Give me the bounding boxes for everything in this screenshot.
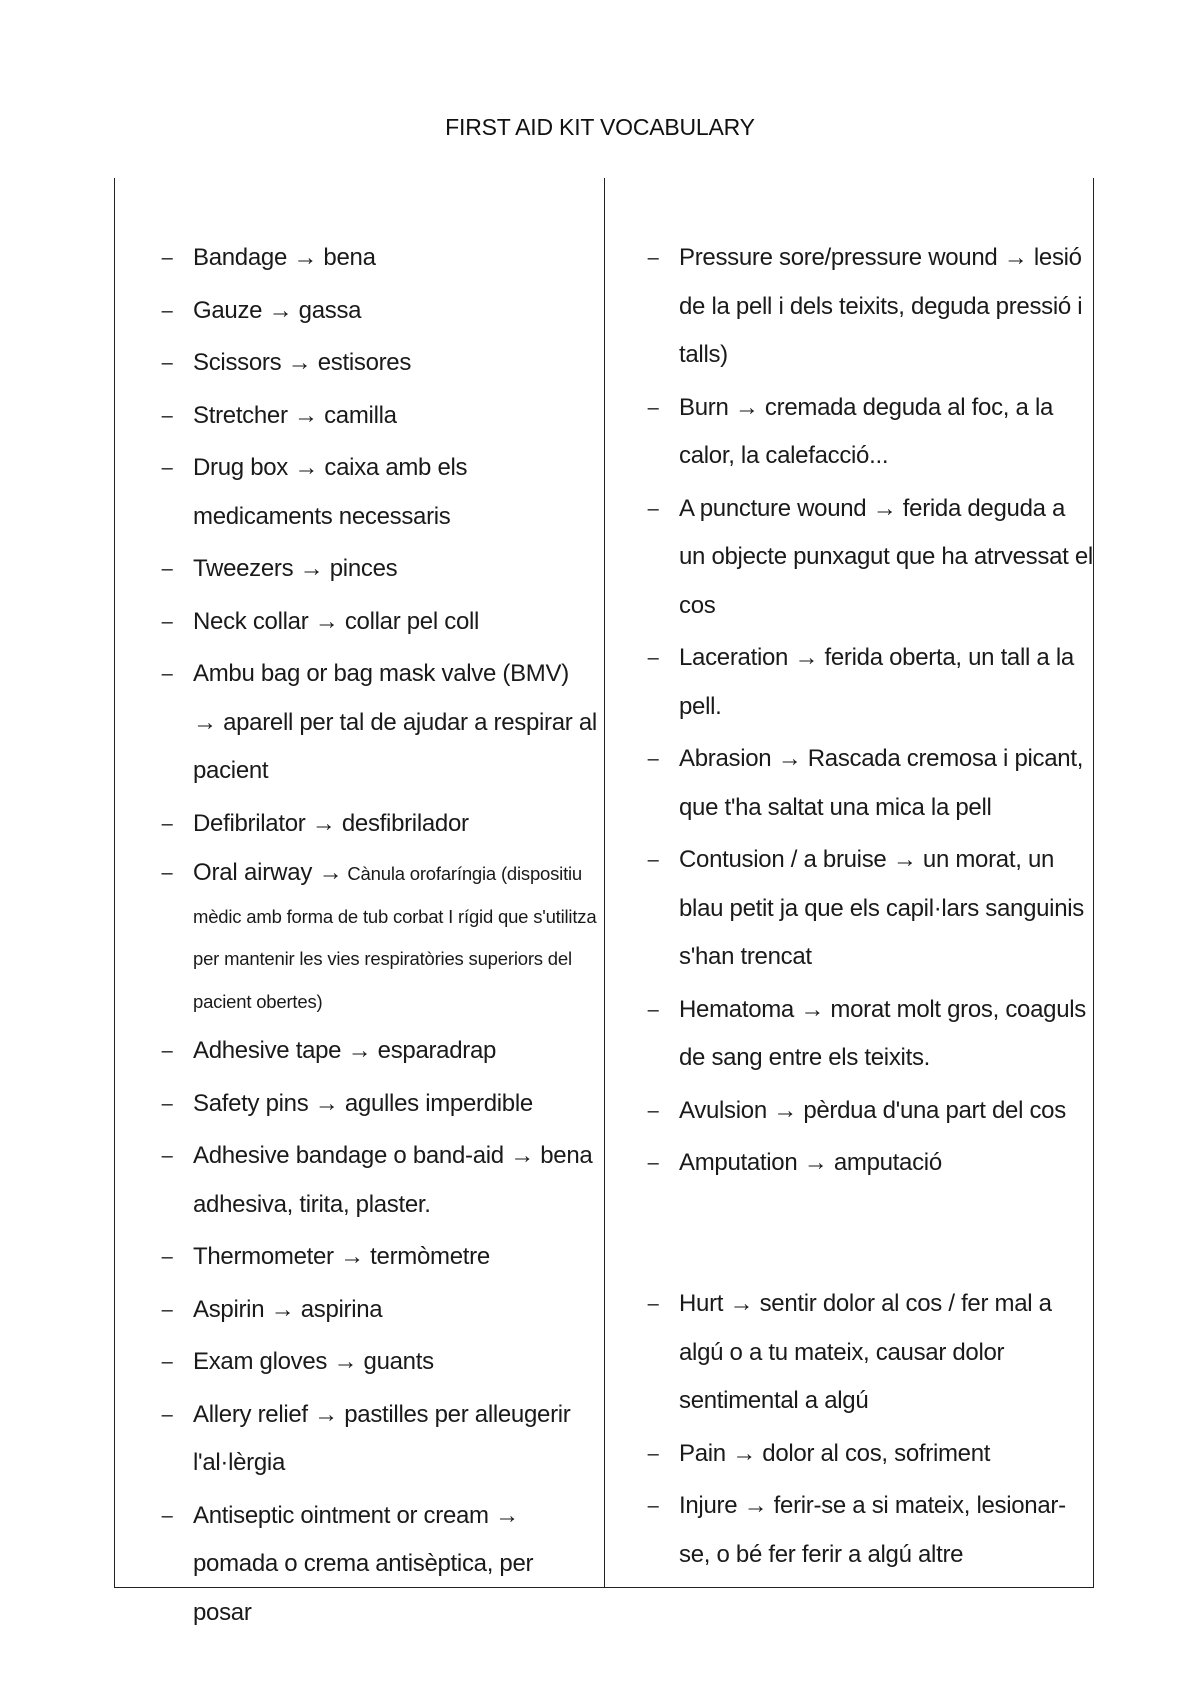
dash-bullet: – <box>161 1403 173 1426</box>
dash-bullet: – <box>161 247 173 269</box>
dash-bullet: – <box>161 1040 173 1062</box>
vocab-text: Stretcher → camilla <box>193 401 397 429</box>
vocab-item <box>643 634 1093 731</box>
vocab-item <box>157 339 597 388</box>
vocab-item <box>157 234 597 283</box>
right-column-list <box>643 234 1093 1192</box>
dash-bullet: – <box>647 1152 659 1174</box>
vocab-item <box>643 735 1093 832</box>
vocab-text: Avulsion → pèrdua d'una part del cos <box>679 1096 1066 1124</box>
vocab-text: Pressure sore/pressure wound → lesió de la pell i dels teixits, deguda pressió i talls) <box>679 244 1083 368</box>
dash-bullet: – <box>161 1246 173 1268</box>
vocab-text: Exam gloves → guants <box>193 1348 434 1375</box>
vocab-item <box>157 1132 597 1229</box>
dash-bullet: – <box>161 610 173 633</box>
vocab-item <box>157 800 597 849</box>
vocab-item <box>157 650 597 796</box>
dash-bullet: – <box>647 748 659 770</box>
dash-bullet: – <box>161 1504 173 1527</box>
vocab-item <box>643 234 1093 380</box>
vocab-text: Laceration → ferida oberta, un tall a la pell. <box>679 644 1074 720</box>
dash-bullet: – <box>647 1495 659 1517</box>
vocab-item <box>643 1482 1093 1579</box>
vocab-text: Adhesive tape → esparadrap <box>193 1037 497 1064</box>
dash-bullet: – <box>647 647 659 669</box>
vocab-text: Aspirin → aspirina <box>193 1295 383 1323</box>
vocab-text: Ambu bag or bag mask valve (BMV) → aparell per tal de ajudar a respirar al pacient <box>193 660 597 784</box>
vocab-text: Hurt → sentir dolor al cos / fer mal a algú o a tu mateix, causar dolor sentimental a algú <box>679 1290 1052 1414</box>
dash-bullet: – <box>161 1145 173 1167</box>
vocab-text: Pain → dolor al cos, sofriment <box>679 1439 991 1467</box>
dash-bullet: – <box>647 1442 659 1465</box>
dash-bullet: – <box>161 299 173 322</box>
vocab-text: Thermometer → termòmetre <box>193 1243 490 1270</box>
dash-bullet: – <box>161 352 173 374</box>
vocab-item <box>157 1492 597 1638</box>
vocab-item <box>157 392 597 441</box>
vocab-text: Drug box → caixa amb els medicaments necessaris <box>193 454 468 530</box>
vocab-text: Allery relief → pastilles per alleugerir l'al·lèrgia <box>193 1400 571 1476</box>
vocab-text: A puncture wound → ferida deguda a un objecte punxagut que ha atrvessat el cos <box>679 494 1093 619</box>
vocab-text: Amputation → amputació <box>679 1149 942 1176</box>
vocab-text: Antiseptic ointment or cream → pomada o crema antisèptica, per posar <box>193 1501 534 1626</box>
vocab-text: Scissors → estisores <box>193 349 412 376</box>
dash-bullet: – <box>161 1298 173 1321</box>
dash-bullet: – <box>161 404 173 427</box>
dash-bullet: – <box>647 998 659 1021</box>
vocab-item <box>157 1080 597 1129</box>
vocab-text: Defibrilator → desfibrilador <box>193 809 469 837</box>
left-column-list <box>157 234 597 1641</box>
vocab-text: Gauze → gassa <box>193 296 362 324</box>
vocab-item <box>157 444 597 541</box>
vocab-text: Tweezers → pinces <box>193 555 398 582</box>
vocab-text: Burn → cremada deguda al foc, a la calor, la calefacció... <box>679 393 1054 469</box>
vocab-text: Safety pins → agulles imperdible <box>193 1089 533 1117</box>
dash-bullet: – <box>161 862 173 884</box>
dash-bullet: – <box>161 457 173 479</box>
vocab-item <box>643 384 1093 481</box>
vocab-item <box>157 1391 597 1488</box>
vocab-definition: Cànula orofaríngia (dispositiu mèdic amb forma de tub corbat I rígid que s'utilitza per mantenir les vies respiratòries superiors del pacient obertes) <box>193 863 597 1012</box>
vocab-item <box>157 1027 597 1076</box>
vocab-item <box>157 287 597 336</box>
dash-bullet: – <box>647 247 659 269</box>
dash-bullet: – <box>161 1092 173 1115</box>
vocab-text: Adhesive bandage o band-aid → bena adhesiva, tirita, plaster. <box>193 1142 593 1218</box>
vocab-item <box>157 1233 597 1282</box>
vocab-item <box>643 1280 1093 1426</box>
vocab-text: Contusion / a bruise → un morat, un blau petit ja que els capil·lars sanguinis s'han trencat <box>679 846 1084 970</box>
vocab-text: Abrasion → Rascada cremosa i picant, que t'ha saltat una mica la pell <box>679 745 1084 821</box>
dash-bullet: – <box>647 849 659 871</box>
dash-bullet: – <box>647 396 659 419</box>
vocab-text: Neck collar → collar pel coll <box>193 607 480 635</box>
vocab-item-oral-airway <box>157 852 597 1023</box>
vocab-item <box>157 545 597 594</box>
vocab-item <box>643 986 1093 1083</box>
vocab-item <box>157 598 597 647</box>
dash-bullet: – <box>161 663 173 685</box>
vocab-item <box>643 1087 1093 1136</box>
page-title: FIRST AID KIT VOCABULARY <box>445 114 755 140</box>
vocab-item <box>643 836 1093 982</box>
vocab-item <box>643 485 1093 631</box>
vocab-text: Bandage → bena <box>193 244 376 271</box>
vocab-item <box>157 1286 597 1335</box>
dash-bullet: – <box>647 497 659 520</box>
vocab-text: Injure → ferir-se a si mateix, lesionar-se, o bé fer ferir a algú altre <box>679 1492 1066 1568</box>
dash-bullet: – <box>161 1351 173 1373</box>
vocab-text: Hematoma → morat molt gros, coaguls de sang entre els teixits. <box>679 995 1086 1071</box>
dash-bullet: – <box>161 558 173 580</box>
vocab-term: Oral airway → <box>193 859 343 886</box>
dash-bullet: – <box>161 812 173 835</box>
vocab-item <box>643 1139 1093 1188</box>
vocabulary-table <box>114 178 1094 1626</box>
vocab-item <box>643 1430 1093 1479</box>
dash-bullet: – <box>647 1099 659 1122</box>
dash-bullet: – <box>647 1293 659 1315</box>
column-divider <box>604 178 605 1587</box>
vocab-item <box>157 1338 597 1387</box>
right-column-verbs-list <box>643 1280 1093 1583</box>
